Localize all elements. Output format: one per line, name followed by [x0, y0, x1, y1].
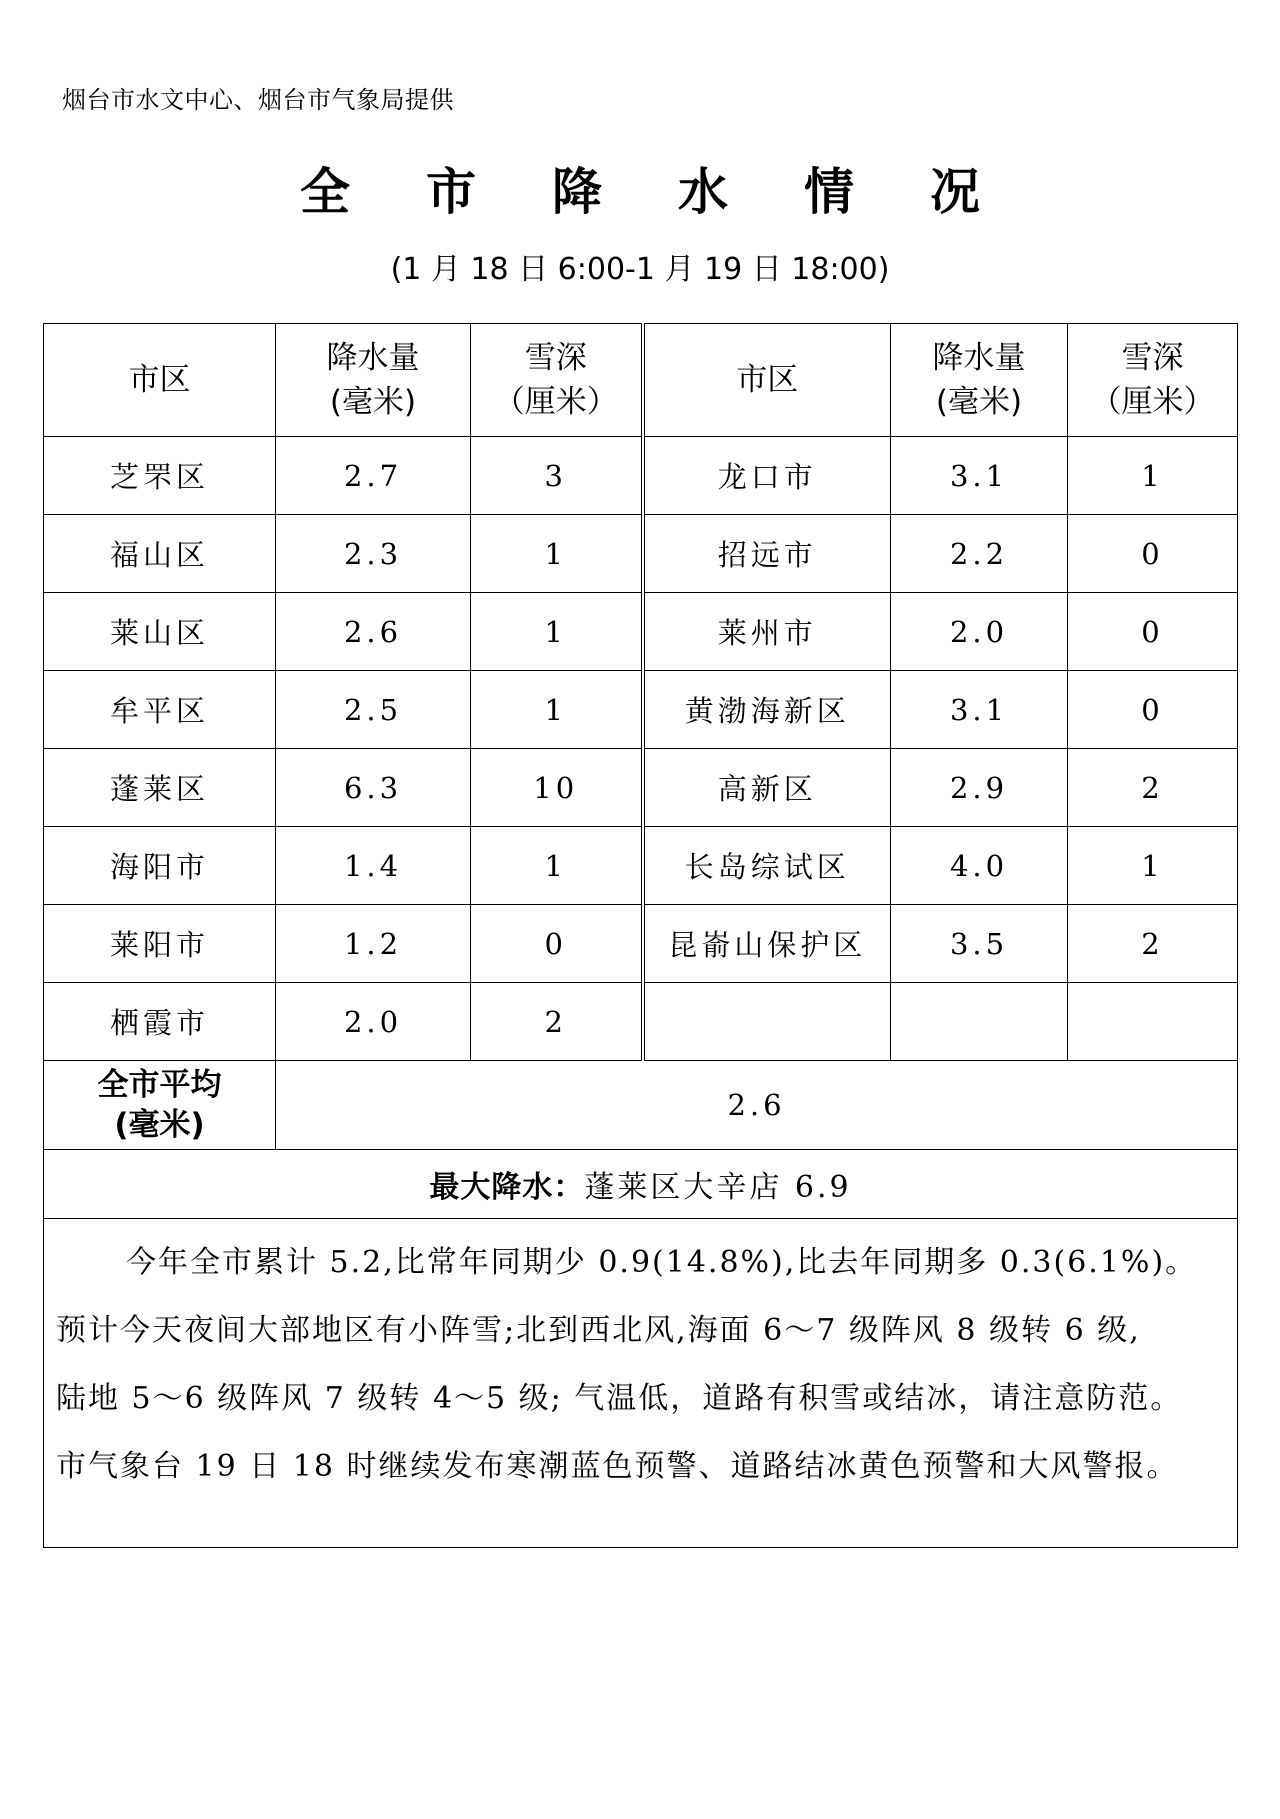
- snow-value: 1: [471, 593, 643, 671]
- page-title: 全市降水情况: [300, 162, 1056, 221]
- header-district-right: 市区: [643, 324, 891, 437]
- rain-value: 1.4: [276, 827, 471, 905]
- rain-value: 2.6: [276, 593, 471, 671]
- rain-value: 3.1: [891, 671, 1068, 749]
- source-line: 烟台市水文中心、烟台市气象局提供: [62, 86, 454, 114]
- district-name: 牟平区: [44, 671, 276, 749]
- header-district: 市区: [44, 324, 276, 437]
- snow-value: 2: [1068, 905, 1238, 983]
- rain-value: 4.0: [891, 827, 1068, 905]
- district-name: 海阳市: [44, 827, 276, 905]
- table-row: [44, 905, 1238, 983]
- rain-value: 2.5: [276, 671, 471, 749]
- rain-value: 2.2: [891, 515, 1068, 593]
- rain-value: 2.0: [276, 983, 471, 1061]
- snow-value: 1: [471, 671, 643, 749]
- snow-value: 0: [471, 905, 643, 983]
- table-row: [44, 749, 1238, 827]
- snow-value: 1: [1068, 827, 1238, 905]
- district-name: 芝罘区: [44, 437, 276, 515]
- rain-value: 3.1: [891, 437, 1068, 515]
- rain-value: 6.3: [276, 749, 471, 827]
- rain-value: 2.9: [891, 749, 1068, 827]
- snow-value: 2: [471, 983, 643, 1061]
- snow-value: 3: [471, 437, 643, 515]
- rain-value: 2.0: [891, 593, 1068, 671]
- note-line: 市气象台 19 日 18 时继续发布寒潮蓝色预警、道路结冰黄色预警和大风警报。: [56, 1449, 1179, 1484]
- precipitation-table: [43, 323, 1238, 1548]
- table-row: [44, 983, 1238, 1061]
- district-name: 栖霞市: [44, 983, 276, 1061]
- snow-value: 0: [1068, 671, 1238, 749]
- district-name: 长岛综试区: [643, 827, 891, 905]
- district-name: 昆嵛山保护区: [643, 905, 891, 983]
- average-row: [44, 1061, 1238, 1150]
- note-line: 陆地 5～6 级阵风 7 级转 4～5 级; 气温低，道路有积雪或结冰，请注意防范。: [56, 1381, 1183, 1416]
- header-snow-right: 雪深 （厘米）: [1068, 324, 1238, 437]
- time-period: (1 月 18 日 6:00-1 月 19 日 18:00): [390, 252, 890, 287]
- max-label: 最大降水：: [429, 1170, 585, 1205]
- header-snow: 雪深 （厘米）: [471, 324, 643, 437]
- snow-value: 2: [1068, 749, 1238, 827]
- table-row: [44, 515, 1238, 593]
- rain-value: 3.5: [891, 905, 1068, 983]
- district-name: 高新区: [643, 749, 891, 827]
- note-line: 今年全市累计 5.2,比常年同期少 0.9(14.8%),比去年同期多 0.3(6.1%)。: [126, 1245, 1198, 1280]
- snow-value: 0: [1068, 515, 1238, 593]
- forecast-note: [44, 1219, 1238, 1548]
- table-row: [44, 827, 1238, 905]
- snow-value: 1: [471, 515, 643, 593]
- header-rain-right: 降水量 (毫米): [891, 324, 1068, 437]
- header-row: [44, 324, 1238, 437]
- rain-value: 2.3: [276, 515, 471, 593]
- snow-value: 1: [471, 827, 643, 905]
- district-name: 蓬莱区: [44, 749, 276, 827]
- snow-value: 10: [471, 749, 643, 827]
- district-name: 莱阳市: [44, 905, 276, 983]
- note-row: [44, 1219, 1238, 1548]
- district-name: 福山区: [44, 515, 276, 593]
- max-precipitation-row: [44, 1150, 1238, 1219]
- district-name: 莱山区: [44, 593, 276, 671]
- rain-value: 1.2: [276, 905, 471, 983]
- max-precipitation: [44, 1150, 1238, 1219]
- snow-value: 1: [1068, 437, 1238, 515]
- snow-value: [1068, 983, 1238, 1061]
- district-name: 龙口市: [643, 437, 891, 515]
- table-row: [44, 437, 1238, 515]
- district-name: 招远市: [643, 515, 891, 593]
- table-row: [44, 671, 1238, 749]
- rain-value: [891, 983, 1068, 1061]
- district-name: 黄渤海新区: [643, 671, 891, 749]
- rain-value: 2.7: [276, 437, 471, 515]
- district-name: 莱州市: [643, 593, 891, 671]
- header-rain: 降水量 (毫米): [276, 324, 471, 437]
- average-label: 全市平均 (毫米): [44, 1061, 276, 1150]
- average-value: 2.6: [276, 1061, 1238, 1150]
- snow-value: 0: [1068, 593, 1238, 671]
- note-line: 预计今天夜间大部地区有小阵雪;北到西北风,海面 6～7 级阵风 8 级转 6 级,: [56, 1313, 1141, 1348]
- district-name: [643, 983, 891, 1061]
- table-row: [44, 593, 1238, 671]
- max-value: 蓬莱区大辛店 6.9: [584, 1170, 852, 1205]
